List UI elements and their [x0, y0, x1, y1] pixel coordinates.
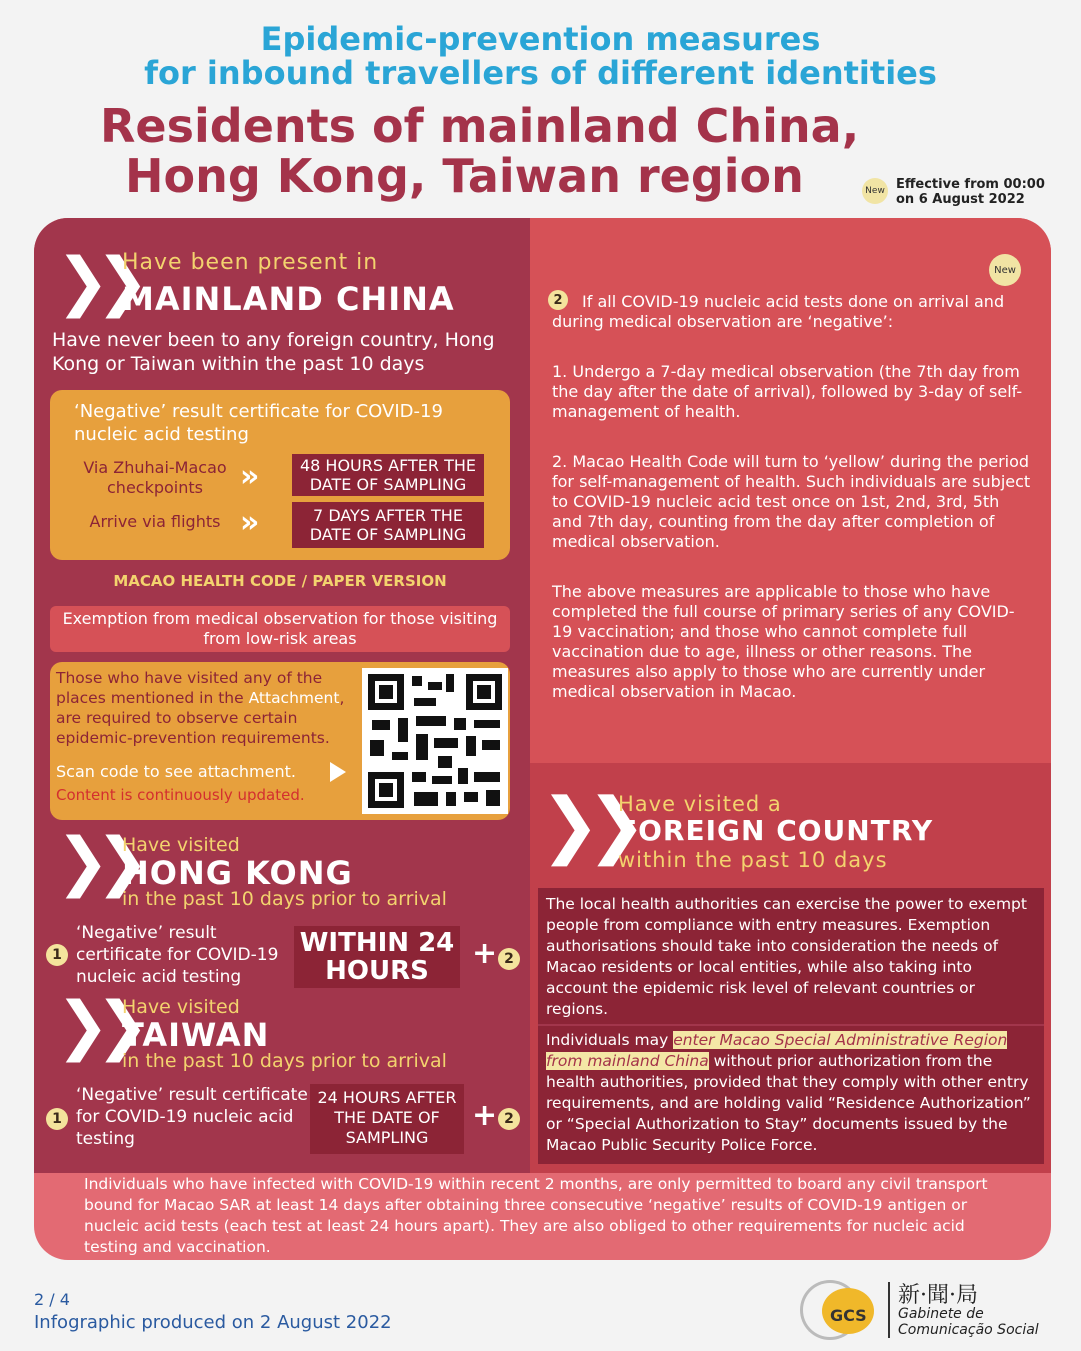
taiwan-post: in the past 10 days prior to arrival: [122, 1050, 447, 1072]
org-pt-line2: Comunicação Social: [898, 1322, 1039, 1338]
foreign-pre: Have visited a: [618, 792, 782, 816]
route2-label: Arrive via flights: [89, 512, 221, 531]
gcs-logo: [800, 1278, 884, 1342]
bottom-note: Individuals who have infected with COVID-19 within recent 2 months, are only permitted to board any civil transport bound for Macao SAR at least 14 days after obtaining three consecutive ‘negative’ results of COVID-19 antigen or nucleic acid tests (each test at least 24 hours apart). They are also obliged to other requirements for nucleic acid testing and vaccination.: [84, 1175, 988, 1256]
foreign-box: [538, 888, 1044, 1164]
health-code-label: MACAO HEALTH CODE / PAPER VERSION: [113, 572, 447, 590]
plus-sign: +: [472, 936, 498, 971]
chevron-icon: »: [240, 505, 260, 540]
main-panel: [34, 218, 1051, 1260]
attachment-text: [56, 668, 356, 748]
step-2-badge: 2: [498, 1108, 520, 1130]
attachment-link[interactable]: Attachment: [248, 689, 340, 707]
foreign-highlight: enter Macao Special Administrative Region from mainland China: [546, 1031, 1008, 1070]
right-p3: The above measures are applicable to those who have completed the full course of primary series of any COVID-19 vaccination; and those who cannot complete full vaccination due to age, illness or other reasons. The measures also apply to those who are currently under medical observation in Macao.: [552, 582, 1015, 701]
header-line1: Epidemic-prevention measures: [260, 20, 821, 58]
attachment-box: [50, 662, 510, 820]
play-arrow-icon: [330, 762, 346, 782]
header-line2: for inbound travellers of different identities: [144, 54, 937, 92]
taiwan-title: TAIWAN: [122, 1016, 270, 1054]
chevron-icon: ❯❯: [56, 989, 136, 1063]
title-line1: Residents of mainland China,: [100, 99, 860, 153]
step-1-badge: 1: [46, 1108, 68, 1130]
logo-text: GCS: [830, 1306, 867, 1325]
new-badge: New: [989, 254, 1021, 286]
chevron-icon: ❯❯: [56, 825, 136, 899]
effective-line2: on 6 August 2022: [896, 192, 1025, 207]
hongkong-title: HONG KONG: [122, 854, 353, 892]
produced-date: Infographic produced on 2 August 2022: [34, 1312, 392, 1333]
exemption-note: Exemption from medical observation for those visiting from low-risk areas: [50, 606, 510, 652]
certificate-box: [50, 390, 510, 560]
route1-value: 48 HOURS AFTER THE DATE OF SAMPLING: [292, 454, 484, 496]
attachment-text-b: , are required to observe certain epidemic-prevention requirements.: [56, 689, 345, 747]
step-2-badge: 2: [548, 290, 568, 310]
hongkong-value: WITHIN 24 HOURS: [294, 926, 460, 988]
right-intro: If all COVID-19 nucleic acid tests done on arrival and during medical observation are ‘negative’:: [552, 292, 1005, 331]
effective-date: [896, 177, 1045, 207]
title-line2: Hong Kong, Taiwan region: [125, 149, 804, 203]
new-badge: New: [862, 178, 888, 204]
page-number: 2 / 4: [34, 1290, 70, 1309]
scan-label: Scan code to see attachment.: [56, 762, 296, 781]
taiwan-value: 24 HOURS AFTER THE DATE OF SAMPLING: [310, 1084, 464, 1154]
foreign-post: within the past 10 days: [618, 848, 888, 872]
hongkong-cert: ‘Negative’ result certificate for COVID-19 nucleic acid testing: [76, 923, 279, 987]
mainland-title: MAINLAND CHINA: [122, 280, 455, 318]
foreign-title: FOREIGN COUNTRY: [618, 814, 934, 847]
chevron-icon: ❯❯: [56, 245, 136, 319]
step-1-badge: 1: [46, 944, 68, 966]
qr-code[interactable]: [362, 668, 508, 814]
attachment-text-a: Those who have visited any of the places mentioned in the: [56, 669, 323, 707]
foreign-p2b: without prior authorization from the health authorities, provided that they comply with other entry requirements, and are holding valid “Residence Authorization” or “Special Authorization to Stay” documents issued by the Macao Public Security Police Force.: [546, 1052, 1031, 1154]
updated-note: Content is continuously updated.: [56, 786, 305, 804]
foreign-p1: The local health authorities can exercise the power to exempt people from compliance with entry measures. Exemption authorisations should take into consideration the needs of Macao residents or local entities, while also taking into account the epidemic risk level of relevant countries or regions.: [546, 895, 1027, 1018]
chevron-icon: »: [240, 459, 260, 494]
plus-sign: +: [472, 1098, 498, 1133]
mainland-sub: Have never been to any foreign country, Hong Kong or Taiwan within the past 10 days: [52, 329, 495, 375]
hongkong-post: in the past 10 days prior to arrival: [122, 888, 447, 910]
mainland-pre: Have been present in: [122, 250, 379, 275]
route1-label: Via Zhuhai-Macao checkpoints: [83, 458, 227, 497]
effective-line1: Effective from 00:00: [896, 177, 1045, 192]
taiwan-pre: Have visited: [122, 996, 240, 1018]
divider: [538, 1024, 1044, 1026]
cert-title: ‘Negative’ result certificate for COVID-19 nucleic acid testing: [74, 401, 443, 445]
org-chinese: 新·聞·局: [898, 1283, 978, 1308]
right-p2: 2. Macao Health Code will turn to ‘yellow’ during the period for self-management of health. Such individuals are subject to COVID-19 nucleic acid test once on 1st, 2nd, 3rd, 5th and 7th day, counting from the day after completion of medical observation.: [552, 452, 1031, 551]
right-p1: 1. Undergo a 7-day medical observation (the 7th day from the day after the date of arrival), followed by 3-day of self-management of health.: [552, 362, 1023, 421]
foreign-p2a: Individuals may: [546, 1031, 674, 1049]
route2-value: 7 DAYS AFTER THE DATE OF SAMPLING: [292, 502, 484, 548]
org-pt-line1: Gabinete de: [898, 1306, 984, 1322]
taiwan-cert: ‘Negative’ result certificate for COVID-19 nucleic acid testing: [76, 1085, 308, 1149]
foreign-p2: [546, 1030, 1038, 1156]
chevron-icon: ❯❯: [540, 782, 633, 866]
logo-divider: [888, 1282, 890, 1338]
hongkong-pre: Have visited: [122, 834, 240, 856]
step-2-badge: 2: [498, 948, 520, 970]
